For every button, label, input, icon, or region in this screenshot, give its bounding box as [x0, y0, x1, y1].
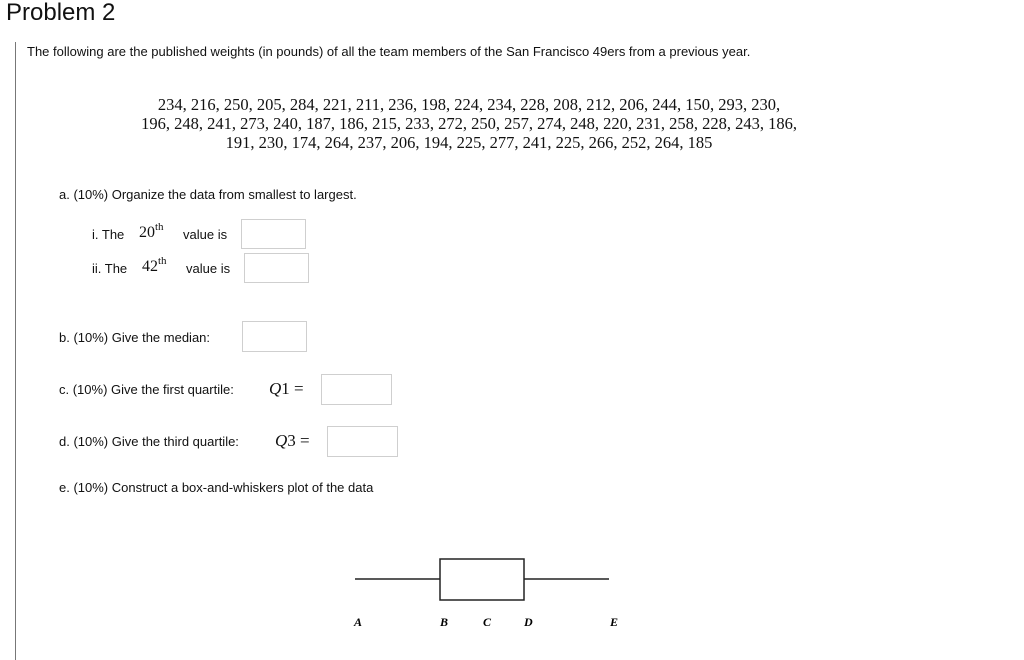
ordinal-suffix: th — [155, 221, 164, 233]
q-rest: 3 = — [287, 431, 310, 450]
plot-label-a: A — [354, 615, 363, 629]
part-d-label: d. (10%) Give the third quartile: — [59, 434, 239, 449]
part-a-label: a. (10%) Organize the data from smallest to largest. — [59, 187, 357, 202]
plot-label-d: D — [524, 615, 533, 629]
plot-label-b: B — [440, 615, 449, 629]
part-e-label: e. (10%) Construct a box-and-whiskers plot of the data — [59, 480, 374, 495]
part-b-label: b. (10%) Give the median: — [59, 330, 211, 345]
box — [440, 559, 524, 600]
ordinal-number: 42 — [142, 258, 158, 275]
part-a-i-prefix: i. The — [92, 227, 125, 242]
ordinal-suffix: th — [158, 255, 167, 267]
page-title: Problem 2 — [6, 0, 116, 26]
part-a-ii-prefix: ii. The — [92, 261, 128, 276]
data-line-1: 234, 216, 250, 205, 284, 221, 211, 236, 198, 224, 234, 228, 208, 212, 206, 244, 150, 293, 230, — [157, 95, 781, 114]
q-variable: Q — [269, 379, 282, 398]
plot-label-e: E — [610, 615, 619, 629]
part-c-label: c. (10%) Give the first quartile: — [59, 382, 234, 397]
q-rest: 1 = — [281, 379, 304, 398]
ordinal-number: 20 — [139, 224, 155, 241]
q-variable: Q — [275, 431, 288, 450]
part-a-ii-suffix: value is — [186, 261, 231, 276]
problem-intro: The following are the published weights (in pounds) of all the team members of the San Francisco 49ers from a previous year. — [27, 44, 751, 59]
plot-label-c: C — [483, 615, 492, 629]
part-a-i-suffix: value is — [183, 227, 228, 242]
data-line-3: 191, 230, 174, 264, 237, 206, 194, 225, 277, 241, 225, 266, 252, 264, 185 — [225, 133, 713, 152]
data-line-2: 196, 248, 241, 273, 240, 187, 186, 215, 233, 272, 250, 257, 274, 248, 220, 231, 258, 228, 243, 186, — [141, 114, 797, 133]
